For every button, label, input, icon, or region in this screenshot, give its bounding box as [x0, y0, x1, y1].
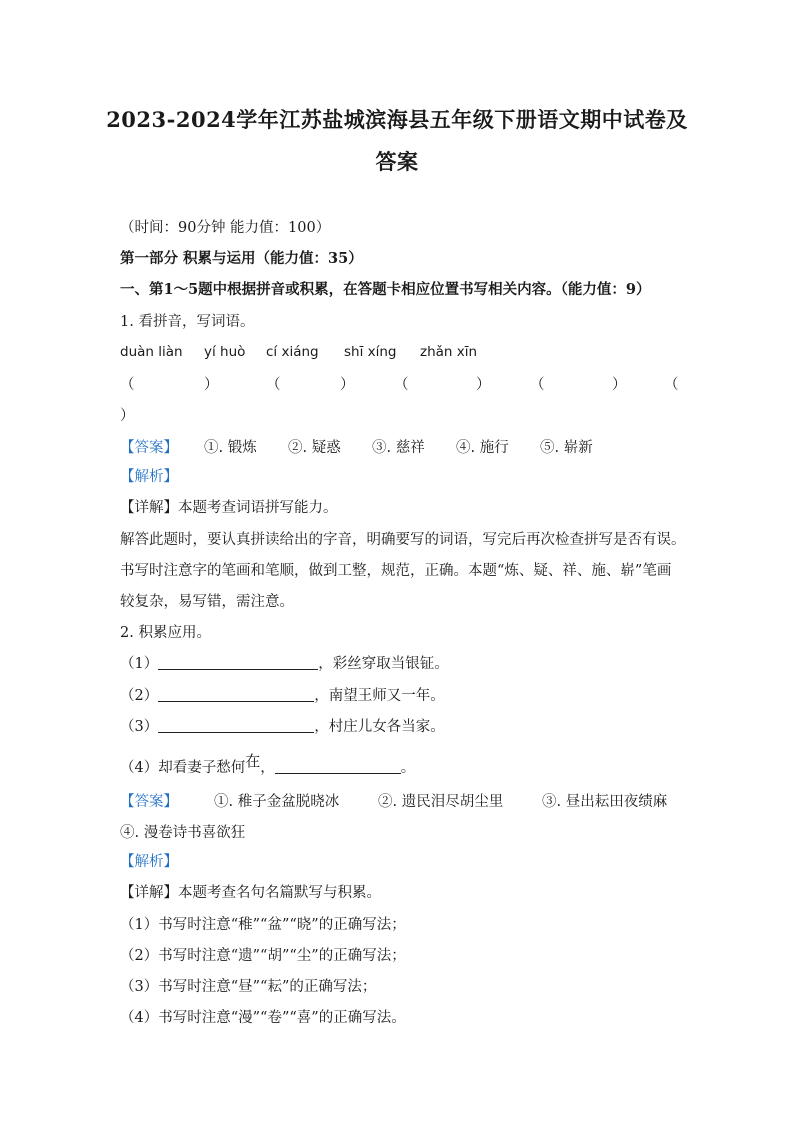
answer-item: ②. 遗民泪尽胡尘里 — [378, 794, 504, 810]
answer-item: ⑤. 崭新 — [540, 440, 593, 456]
answer-paren-close-2: ） — [340, 377, 355, 393]
fill-blank-item — [120, 654, 449, 674]
answer-item: ②. 疑惑 — [288, 440, 341, 456]
answer-paren-close-4: ） — [612, 377, 627, 393]
question-1-label: 1. 看拼音，写词语。 — [120, 314, 255, 330]
detail-line — [120, 498, 338, 518]
answer-paren-close-1: ） — [204, 377, 219, 393]
pinyin-5: zhǎn xīn — [420, 344, 478, 360]
analysis-note: （3）书写时注意“昼”“耘”的正确写法； — [120, 979, 377, 995]
fill-blank-item — [120, 717, 445, 737]
fill-blank-item — [120, 686, 445, 706]
item-text-raised: 在 — [245, 752, 261, 770]
analysis-tag: 【解析】 — [120, 854, 178, 870]
document-title-line-2: 答案 — [375, 149, 419, 174]
analysis-tag: 【解析】 — [120, 469, 178, 485]
detail-text: 本题考查词语拼写能力。 — [178, 500, 338, 516]
detail-tag: 【详解】 — [120, 500, 178, 516]
answer-paren-open-4: （ — [530, 377, 545, 393]
item-number: （3） — [120, 719, 159, 735]
item-number: （2） — [120, 688, 159, 704]
question-2-label: 2. 积累应用。 — [120, 625, 211, 641]
answer-item: ①. 锻炼 — [204, 440, 257, 456]
analysis-note: （1）书写时注意“稚”“盆”“晓”的正确写法； — [120, 917, 406, 933]
detail-line — [120, 883, 381, 903]
answer-paren-open-2: （ — [266, 377, 281, 393]
answer-paren-open-5: （ — [664, 377, 679, 393]
detail-text: 本题考查名句名篇默写与积累。 — [178, 885, 381, 901]
answer-item: ③. 昼出耘田夜绩麻 — [542, 794, 668, 810]
pinyin-2: yí huò — [204, 344, 246, 360]
item-number: （4） — [120, 760, 159, 776]
answer-tag: 【答案】 — [120, 794, 178, 810]
analysis-paragraph: 书写时注意字的笔画和笔顺，做到工整，规范，正确。本题“炼、疑、祥、施、崭”笔画 — [120, 563, 672, 579]
item-text: ， — [260, 760, 275, 776]
analysis-paragraph: 较复杂，易写错，需注意。 — [120, 594, 294, 610]
blank-line — [275, 758, 401, 774]
answer-item: ④. 漫卷诗书喜欲狂 — [120, 825, 246, 841]
blank-line — [158, 654, 318, 670]
answer-item: ④. 施行 — [456, 440, 509, 456]
answer-paren-open-1: （ — [120, 377, 135, 393]
item-text: ，彩丝穿取当银钲。 — [318, 656, 449, 672]
section-heading: 一、第1～5题中根据拼音或积累，在答题卡相应位置书写相关内容。（能力值：9） — [120, 281, 651, 298]
item-number: （1） — [120, 656, 159, 672]
pinyin-4: shī xíng — [344, 344, 397, 360]
blank-line — [158, 717, 314, 733]
analysis-note: （4）书写时注意“漫”“卷”“喜”的正确写法。 — [120, 1010, 406, 1026]
pinyin-1: duàn liàn — [120, 344, 183, 360]
part-heading: 第一部分 积累与运用（能力值：35） — [120, 250, 363, 267]
pinyin-3: cí xiáng — [266, 344, 319, 360]
fill-blank-item — [120, 752, 416, 778]
answer-paren-open-3: （ — [394, 377, 409, 393]
item-text: 。 — [400, 760, 416, 776]
answer-item: ①. 稚子金盆脱晓冰 — [214, 794, 340, 810]
blank-line — [158, 686, 314, 702]
answer-paren-close-5: ） — [120, 408, 135, 424]
answer-paren-close-3: ） — [476, 377, 491, 393]
analysis-note: （2）书写时注意“遗”“胡”“尘”的正确写法； — [120, 948, 406, 964]
item-text: 却看妻子愁何 — [158, 760, 246, 776]
answer-item: ③. 慈祥 — [372, 440, 425, 456]
exam-meta: （时间：90分钟 能力值：100） — [120, 220, 331, 236]
document-title-line-1: 2023-2024学年江苏盐城滨海县五年级下册语文期中试卷及 — [106, 107, 688, 132]
analysis-paragraph: 解答此题时，要认真拼读给出的字音，明确要写的词语，写完后再次检查拼写是否有误。 — [120, 532, 686, 548]
item-text: ，南望王师又一年。 — [314, 688, 445, 704]
detail-tag: 【详解】 — [120, 885, 178, 901]
item-text: ，村庄儿女各当家。 — [314, 719, 445, 735]
answer-tag: 【答案】 — [120, 440, 178, 456]
